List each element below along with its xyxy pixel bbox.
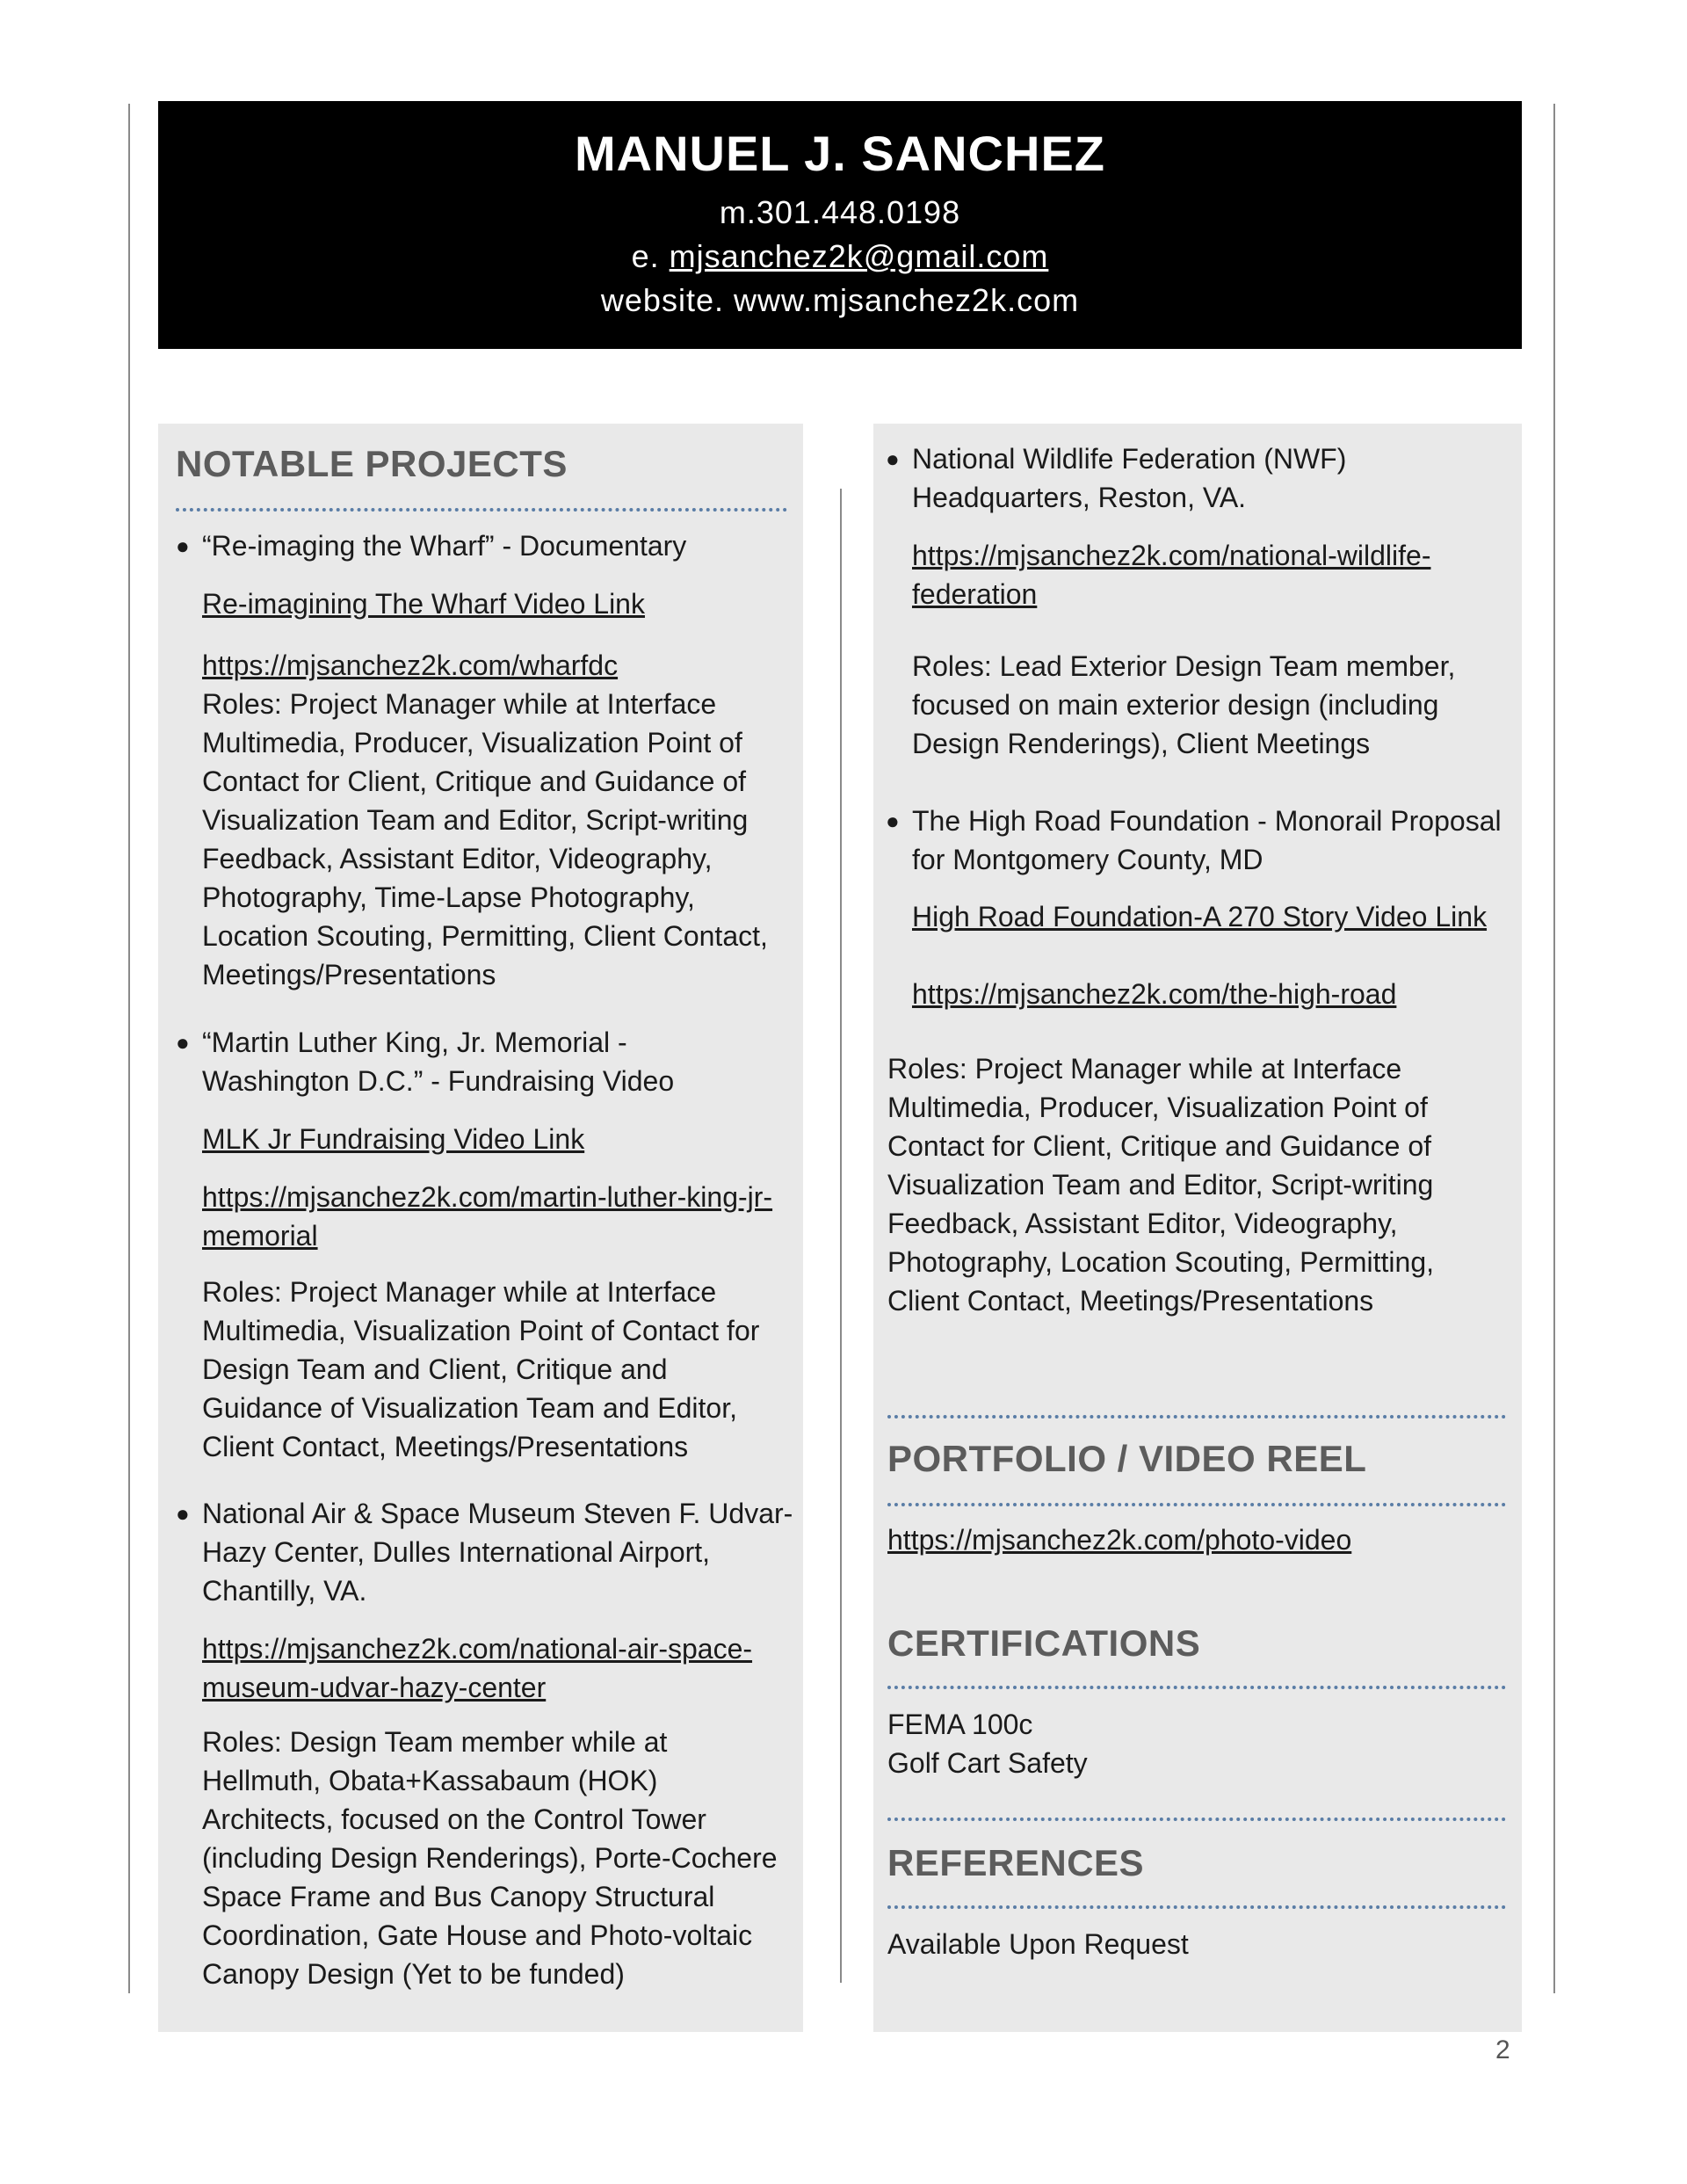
roles-line: Photography, Location Scouting, Permitting, — [887, 1246, 1434, 1278]
portfolio-url-link[interactable]: https://mjsanchez2k.com/photo-video — [887, 1524, 1352, 1556]
url-line[interactable]: federation — [912, 578, 1038, 610]
email-line — [158, 235, 1522, 279]
candidate-name: MANUEL J. SANCHEZ — [574, 126, 1105, 181]
bullet-icon: ● — [176, 1500, 190, 1527]
roles-line: Multimedia, Producer, Visualization Point of — [202, 727, 742, 758]
nasm-roles — [202, 1723, 778, 1993]
project-title-wharf: “Re-imaging the Wharf” - Documentary — [202, 530, 687, 562]
roles-line: Photography, Time-Lapse Photography, — [202, 882, 695, 913]
bullet-icon: ● — [176, 1029, 190, 1056]
nwf-roles — [912, 647, 1455, 763]
dotted-divider — [176, 508, 787, 512]
mlk-video-link[interactable]: MLK Jr Fundraising Video Link — [202, 1123, 585, 1155]
references-text: Available Upon Request — [887, 1928, 1189, 1960]
title-line: Chantilly, VA. — [202, 1575, 367, 1607]
title-line: “Martin Luther King, Jr. Memorial - — [202, 1027, 627, 1058]
highroad-roles — [887, 1049, 1434, 1320]
email-prefix: e. — [631, 238, 670, 274]
roles-line: Roles: Lead Exterior Design Team member, — [912, 650, 1456, 682]
highroad-video-link[interactable]: High Road Foundation-A 270 Story Video Link — [912, 901, 1488, 932]
roles-line: Visualization Team and Editor, Script-writing — [202, 804, 749, 836]
project-title-nwf — [912, 439, 1346, 517]
dotted-divider — [887, 1818, 1506, 1821]
references-heading: REFERENCES — [887, 1842, 1145, 1883]
bullet-icon: ● — [886, 808, 900, 834]
right-margin-rule — [1553, 104, 1555, 1993]
roles-line: Multimedia, Visualization Point of Contact for — [202, 1315, 760, 1346]
left-column-panel — [158, 424, 803, 2032]
nasm-url-link[interactable] — [202, 1629, 752, 1707]
roles-line: Design Renderings), Client Meetings — [912, 728, 1371, 759]
left-margin-rule — [128, 104, 130, 1993]
roles-line: focused on main exterior design (including — [912, 689, 1439, 721]
nwf-url-link[interactable] — [912, 536, 1430, 613]
roles-line: Meetings/Presentations — [202, 959, 496, 990]
roles-line: Coordination, Gate House and Photo-voltaic — [202, 1919, 753, 1951]
title-line: Washington D.C.” - Fundraising Video — [202, 1065, 675, 1097]
resume-header — [158, 101, 1522, 349]
url-line[interactable]: https://mjsanchez2k.com/national-air-space- — [202, 1633, 753, 1665]
website-line: website. www.mjsanchez2k.com — [600, 282, 1080, 318]
dotted-divider — [887, 1905, 1506, 1909]
roles-line: Multimedia, Producer, Visualization Point of — [887, 1092, 1428, 1123]
url-line[interactable]: https://mjsanchez2k.com/martin-luther-king-jr- — [202, 1181, 773, 1213]
certification-item: FEMA 100c — [887, 1709, 1033, 1740]
bullet-icon: ● — [886, 446, 900, 472]
title-line: Hazy Center, Dulles International Airport, — [202, 1536, 711, 1568]
roles-line: Guidance of Visualization Team and Editor, — [202, 1392, 737, 1424]
certifications-heading: CERTIFICATIONS — [887, 1622, 1201, 1664]
title-line: National Wildlife Federation (NWF) — [912, 443, 1347, 475]
url-line[interactable]: https://mjsanchez2k.com/national-wildlife- — [912, 540, 1431, 571]
roles-line: Roles: Project Manager while at Interface — [887, 1053, 1402, 1085]
dotted-divider — [887, 1503, 1506, 1506]
title-line: Headquarters, Reston, VA. — [912, 482, 1247, 513]
roles-line: Roles: Project Manager while at Interface — [202, 1276, 717, 1308]
highroad-url-link[interactable]: https://mjsanchez2k.com/the-high-road — [912, 978, 1397, 1010]
wharf-roles — [202, 685, 768, 994]
roles-line: Architects, focused on the Control Tower — [202, 1803, 706, 1835]
roles-line: Design Team and Client, Critique and — [202, 1353, 668, 1385]
column-divider — [840, 489, 842, 1983]
roles-line: Client Contact, Meetings/Presentations — [202, 1431, 689, 1462]
project-title-nasm — [202, 1494, 793, 1610]
roles-line: Roles: Project Manager while at Interface — [202, 688, 717, 720]
roles-line: Contact for Client, Critique and Guidance of — [202, 765, 746, 797]
roles-line: Space Frame and Bus Canopy Structural — [202, 1881, 715, 1912]
title-line: National Air & Space Museum Steven F. Udvar- — [202, 1498, 793, 1529]
mlk-url-link[interactable] — [202, 1178, 772, 1255]
portfolio-heading: PORTFOLIO / VIDEO REEL — [887, 1438, 1367, 1479]
title-line: for Montgomery County, MD — [912, 844, 1263, 875]
url-line[interactable]: memorial — [202, 1220, 318, 1252]
notable-projects-heading: NOTABLE PROJECTS — [176, 443, 568, 484]
roles-line: Roles: Design Team member while at — [202, 1726, 668, 1758]
project-title-highroad — [912, 802, 1502, 879]
page-number: 2 — [1495, 2035, 1510, 2064]
title-line: The High Road Foundation - Monorail Proposal — [912, 805, 1502, 837]
certifications-list — [887, 1705, 1088, 1782]
dotted-divider — [887, 1415, 1506, 1419]
roles-line: Client Contact, Meetings/Presentations — [887, 1285, 1374, 1317]
right-column-panel — [873, 424, 1522, 2032]
phone-number: m.301.448.0198 — [719, 194, 961, 230]
roles-line: Feedback, Assistant Editor, Videography, — [202, 843, 713, 874]
roles-line: Visualization Team and Editor, Script-writing — [887, 1169, 1434, 1201]
wharf-url-link[interactable]: https://mjsanchez2k.com/wharfdc — [202, 649, 619, 681]
roles-line: Location Scouting, Permitting, Client Contact, — [202, 920, 768, 952]
roles-line: Hellmuth, Obata+Kassabaum (HOK) — [202, 1765, 658, 1796]
email-link[interactable]: mjsanchez2k@gmail.com — [669, 238, 1049, 274]
roles-line: Contact for Client, Critique and Guidance of — [887, 1130, 1431, 1162]
roles-line: (including Design Renderings), Porte-Cochere — [202, 1842, 778, 1874]
wharf-video-link[interactable]: Re-imagining The Wharf Video Link — [202, 588, 645, 620]
project-title-mlk — [202, 1023, 674, 1100]
dotted-divider — [887, 1686, 1506, 1689]
roles-line: Feedback, Assistant Editor, Videography, — [887, 1208, 1398, 1239]
url-line[interactable]: museum-udvar-hazy-center — [202, 1672, 547, 1703]
bullet-icon: ● — [176, 533, 190, 559]
roles-line: Canopy Design (Yet to be funded) — [202, 1958, 625, 1990]
mlk-roles — [202, 1273, 759, 1466]
certification-item: Golf Cart Safety — [887, 1747, 1088, 1779]
